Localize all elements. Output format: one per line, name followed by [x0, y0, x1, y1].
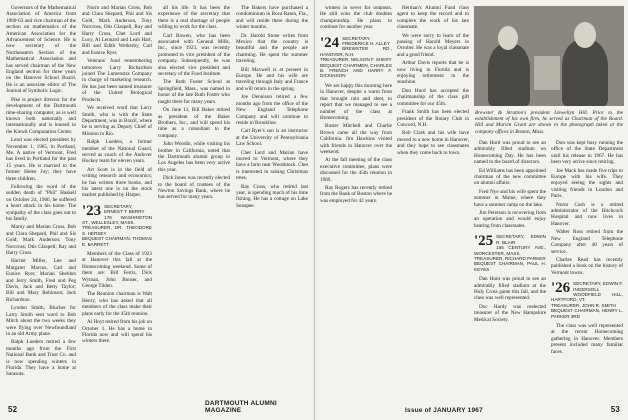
paragraph: Walter Ross retired from the New England Telephone Company after 40 years of service. [551, 229, 623, 255]
paragraph: Charles Read has recently published a book on the history of Vermont towns. [551, 256, 623, 276]
class-header-23 [82, 204, 152, 247]
right-column-3 [474, 140, 546, 400]
class-number: '26 [551, 280, 571, 297]
paragraph: Fred Nye and his wife spent the summer in Maine, where they have a summer camp on the lake. [474, 188, 546, 208]
paragraph: Harriet Miller, Lee and Margaret Marcus, Carl and Eunice Ryer, Marian Sheldon and Jerry Smith, Fred and Peg Davis, Jack and Betty Taylor; Bill and Mary Robinson; Jack Richardson. [6, 258, 76, 303]
paragraph: Veterans' fund remembering tomorrow Larry Richardson joined The Lumenstra Company in charge of marketing research. He has just been named treasurer of the United Biological Products. [82, 58, 152, 103]
paragraph: Marny and Marian Cross, Bob and Clara Shepard, Phil and Sis Gold; Mark Anderson; Tony Norcross; Otis Glaspell; Ray and Harry Cross. [6, 224, 76, 257]
class-header-24 [320, 36, 392, 79]
class-secretary: SECRETARY, EDWIN F. INGERSOLL [573, 281, 623, 292]
issue-title: Issue of JANUARY 1967 [405, 407, 483, 414]
class-number: '23 [82, 202, 102, 219]
paragraph: Ray Rogers has recently retired from the Bank of Boston where he was employed for 42 years. [320, 184, 392, 204]
class-address: 176 WASHINGTON ST., WELLESLEY, MASS. [82, 214, 152, 225]
paragraph: Lend was elected president by November 1, 1965, in Portland, Me. A native of Vermont, Fred has lived in Portland for the past 15 years. He is married to the former Helen Joy; they have three children. [6, 137, 76, 182]
class-treasurer: TREASURER, NELSON F. SHERY [320, 57, 392, 63]
paragraph: Norm and Marian Cross, Bob and Clara Shepard, Phil and Sis Gold, Mark Anderson, Tony Norcross, Otis Glaspell, Ray and Harry Cross, Chet Lord and Lucy, Al Leonard and Leah Hart, Bill and Edith Wetherby, Carl and Eunice Ryer. [82, 5, 152, 56]
right-page [314, 0, 628, 420]
paragraph: Don Hurd has accepted the chairmanship of the class gift committee for our 45th. [397, 87, 469, 107]
class-treasurer: TREASURER, DR. THEODORE S. HERSEY [82, 225, 152, 236]
footer-left [8, 405, 17, 414]
paragraph: Ed Williams has been appointed chairman of the new committee on alumni affairs. [474, 167, 546, 187]
paragraph: Doc Hardy was reelected treasurer of the New Hampshire Medical Society. [474, 303, 546, 323]
paragraph: Jim Peterson is recovering from an operation and would enjoy hearing from classmates. [474, 210, 546, 229]
class-secretary: SECRETARY, EDWIN R. BLAIR [496, 234, 546, 245]
paragraph: Arthur Davis reports that he is now living in Florida and is enjoying retirement in the sunshine. [397, 60, 469, 86]
class-header-26 [551, 281, 623, 319]
paragraph: Carl Ryer's son is an instructor at the University of Pennsylvania Law School. [236, 128, 308, 148]
magazine-title: DARTMOUTH ALUMNI MAGAZINE [205, 400, 277, 414]
paragraph: Ralph Lueders retired a few months ago from the First National Bank and Trust Co. and is now spending winters in Florida. They have a home at Sarasota. [6, 339, 76, 378]
class-header-25 [474, 234, 546, 272]
paragraph: Carl Bowen, who has been associated with General Mills, Inc., since 1923, was recently promoted to vice president of the company. Subsequently, he was also elected vice president and secretary of the Food Institute. [158, 32, 230, 78]
class-address: WOODFIELD HILL, HARTFORD, VT. [551, 291, 623, 303]
paragraph: The Reunion chairman is Walt Henry, who has asked that all members of the class make their plans early for the 45th reunion. [82, 291, 152, 317]
class-secretary: SECRETARY, ERNEST T. BERRY [104, 203, 145, 215]
footer-right [611, 405, 620, 414]
paragraph: Lyndon Smith, Blucher for Larry Smith sent word to Bob Mitch about the two weeks they were flying over Newfoundland in an old Army plane. [6, 305, 76, 337]
left-column-2 [82, 5, 152, 400]
class-treasurer: TREASURER, RICHARD PARKER [474, 255, 546, 261]
paragraph: We received word that Larry Smith, who is with the State Department, was in Brazil, where he is serving as Deputy Chief of Mission in Rio. [82, 105, 152, 137]
footer-left-title [205, 400, 314, 414]
left-column-1 [6, 5, 76, 400]
class-agent: BEQUEST CHAIRMAN, PAUL H. KEYES [474, 261, 546, 272]
right-column-2 [397, 5, 469, 400]
right-column-1 [320, 5, 392, 400]
paragraph: Don was kept busy running the office of the State Department until his release in 1967. He has been very active since retiring. [551, 140, 623, 166]
paragraph: Dan Hunt was proud to see an admirably filled stadium at the Holy Cross game this fall, and the class was well represented. [474, 276, 546, 302]
paragraph: Governors of the Mathematical Association of America from 1960-63 and vice chairman of the section on mathematics of the American Association for the Advancement of Science. He is now secretary of the Northeastern Section of the Mathematical Association and has served chairman of the New England section for three years on the Hanover School Board. He is an associate editor of The Journal of Symbolic Logic. [6, 5, 76, 95]
paragraph: On June 11, Bill Baker retired as president of the Baker Brothers, Inc., and will spend his time as a consultant to the company. [158, 107, 230, 139]
paragraph: Dick Jones was recently elected to the board of trustees of the Newton Savings Bank, where he has served for many years. [158, 175, 230, 201]
class-treasurer: TREASURER, JOHN R. SMITH [551, 302, 616, 308]
paragraph: Joe Dennison retired a few months ago from the office of the New England Telephone Company and will continue to reside in Brookline. [236, 94, 308, 126]
paragraph: We are happy this morning here in Hanover, despite a warm front that brought rain and sleet, to report that we managed to see a number of the class at Homecoming. [320, 82, 392, 121]
class-secretary: SECRETARY, FREDERICK H. ALLEY [342, 35, 390, 47]
paragraph: Joe Mack has made five trips to Europe with his wife. They enjoyed seeing the sights and visiting friends in London and Paris. [551, 167, 623, 200]
paragraph: Pike is project director for the development of the Dartmouth time-sharing computer, as is well known both nationally and internationally and is housed in the Kiewit Computation Center. [6, 96, 76, 135]
right-column-4 [551, 140, 623, 400]
paragraph: Following the word of the sudden death of "Phil" Haskell on October 24, 1966, he suffered a heart attack in his home. The sympathy of the class goes out to his family. [6, 183, 76, 222]
paragraph: Chet Lord and Marian have moved to Vermont, where they have a farm near Woodstock. Chet is interested in raising Christmas trees. [236, 149, 308, 182]
paragraph: Frank Smith has been elected president of the Rotary Club in Concord, N.H. [397, 109, 469, 128]
paragraph: Herman's Alumni Fund class agent to keep the record and to complete the work of his late classmate. [397, 5, 469, 31]
class-address: 165 CENTURY AVE., WORCESTER, MASS. [474, 245, 546, 256]
class-number: '24 [320, 34, 340, 51]
paragraph: Bill Maxwell is at present in Europe. He and his wife are traveling through Italy and France and will return in the spring. [236, 66, 308, 92]
paragraph: winters in sever for outposts. He still wins the club doubles championship. He plans to continue for another year. [320, 5, 392, 31]
photo-caption: Brewster & Stratton's president Llewellyn Hill. Prior to the establishment of his own firm, he served as Chairman of the Board. Hill and Marvin Grant are shown in the photograph taken at the company offices in Boston, Mass. [475, 110, 623, 135]
page-number: 52 [8, 405, 18, 414]
paragraph: John Woodin, while visiting his brother in California, noted that the Dartmouth alumni group in Los Angeles has been very active this year. [158, 141, 230, 173]
paragraph: Members of the Class of 1923 at Hanover this fall at the Homecoming weekend. Some of them are: Bill Ferris, Dick Wyman, John Bonser, and George Tilden. [82, 251, 152, 290]
paragraph: Ray Cross, who retired last year, is spending much of his time fishing. He has a cottage on Lake Sunapee. [236, 183, 308, 209]
paragraph: Art Scott is in the field of writing research and economics; he has written three books, and his latest one is on the stock market published by Harper. [82, 166, 152, 199]
class-number: '25 [474, 233, 494, 250]
paragraph: The class was well represented at the recent Homecoming gathering in Hanover. Members present included many familiar faces. [551, 322, 623, 355]
paragraph: The Bakers have purchased a condominium in Boca Raton, Fla., and will reside there during the winter months. [236, 5, 308, 31]
class-agent: BEQUEST CHAIRMAN, THOMAS E. BARRETT [82, 236, 152, 247]
paragraph: Dan Hurd was proud to see an admirably filled stadium on Homecoming Day. He has been named to the board of directors. [474, 140, 546, 166]
paragraph: Bob Clark and his wife have moved to a new home in Hanover, and they hope to see classmates when they come back to town. [397, 130, 469, 156]
paragraph: Ralph Lueders, a former member of the National Guard, served as coach of the Andover Hockey team for eleven years. [82, 139, 152, 165]
footer-right-title [405, 407, 483, 414]
class-agent: BEQUEST CHAIRMAN, HENRY L. PARKER 3RD [551, 308, 623, 319]
paragraph: The Ruth Foster School at Springfield, Mass., was named in honor of the late Ruth Foster who taught there for many years. [158, 79, 230, 105]
page-number: 53 [610, 405, 620, 414]
left-column-4 [236, 5, 308, 400]
paragraph: We were sorry to learn of the passing of Harold Meyers in October. He was a loyal classmate and a good friend. [397, 32, 469, 58]
left-column-3 [158, 5, 230, 400]
class-address: BREWSTER RD., HANOVER, N.H. [320, 46, 392, 57]
paragraph: Norm Cush is a retired administrator of the Hitchcock Hospital and now lives in Hanover. [551, 201, 623, 227]
class-photo [474, 6, 624, 106]
paragraph: Dr. Harold Stone writes from Mexico that the country is beautiful and the people are charming. He spent the summer traveling. [236, 32, 308, 65]
paragraph: Al Hoyt retired from his job on October 1. He has a home in Florida now and will spend his winters there. [82, 319, 152, 345]
paragraph: all his life. It has been the experience of the secretary that there is a real shortage of people willing to work for the class. [158, 5, 230, 31]
paragraph: At the fall meeting of the class executive committee, plans were discussed for the 45th reunion in 1969. [320, 157, 392, 183]
paragraph: Buster Mitchell and Charlie Brown came all the way from California. Jim Hawkins visited with friends in Hanover over the weekend. [320, 123, 392, 155]
class-agent: BEQUEST CHAIRMEN, CHARLES B. FRENCH AND HARRY F. DICKINSON [320, 62, 392, 79]
